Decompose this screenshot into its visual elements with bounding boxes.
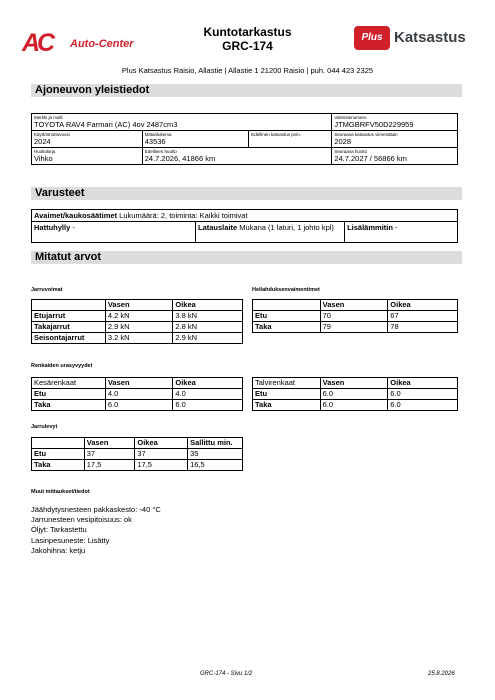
charger-value: Mukana (1 laturi, 1 johto kpl) bbox=[237, 223, 334, 232]
winter-header-2: Oikea bbox=[388, 378, 458, 389]
winter-cell: 6.0 bbox=[320, 400, 388, 411]
shocks-cell: 79 bbox=[320, 322, 388, 333]
brakes-cell: 2.9 kN bbox=[173, 333, 243, 344]
charger-cell bbox=[196, 222, 345, 243]
charger-label: Latauslaite bbox=[198, 223, 238, 232]
general-info-table bbox=[31, 113, 458, 165]
discs-row-label: Taka bbox=[32, 460, 85, 471]
heater-value: - bbox=[392, 223, 398, 232]
service-book-label: Huoltokirja bbox=[34, 149, 56, 154]
last-service-cell bbox=[142, 148, 332, 165]
brakes-cell: 3.8 kN bbox=[173, 311, 243, 322]
winter-cell: 6.0 bbox=[320, 389, 388, 400]
discs-title: Jarrulevyt bbox=[31, 424, 58, 430]
hatshelf-value: - bbox=[70, 223, 75, 232]
make-value: TOYOTA RAV4 Farmari (AC) 4ov 2487cm3 bbox=[34, 120, 178, 129]
shocks-header-0 bbox=[253, 300, 321, 311]
logo-ac-name: Auto-Center bbox=[70, 38, 134, 50]
brakes-row-label: Takajarrut bbox=[32, 322, 106, 333]
vin-label: Valmistenumero bbox=[334, 115, 367, 120]
brakes-header-0 bbox=[32, 300, 106, 311]
discs-cell: 37 bbox=[135, 449, 188, 460]
odometer-cell bbox=[142, 131, 249, 148]
hatshelf-cell bbox=[32, 222, 196, 243]
summer-header-1: Vasen bbox=[105, 378, 173, 389]
service-book-value: Vihko bbox=[34, 154, 53, 163]
next-service-cell bbox=[332, 148, 458, 165]
winter-row-label: Etu bbox=[253, 389, 321, 400]
winter-header-0: Talvirenkaat bbox=[253, 378, 321, 389]
service-book-cell bbox=[32, 148, 143, 165]
document-title bbox=[0, 25, 495, 53]
section-equipment-heading: Varusteet bbox=[31, 187, 462, 200]
logo-ac-letters: AC bbox=[22, 29, 53, 57]
discs-header-0 bbox=[32, 438, 85, 449]
summer-cell: 4.0 bbox=[173, 389, 243, 400]
brakes-header-1: Vasen bbox=[105, 300, 173, 311]
winter-cell: 6.0 bbox=[388, 400, 458, 411]
brakes-cell: 4.2 kN bbox=[105, 311, 173, 322]
remotes-label: Avaimet/kaukosäätimet bbox=[34, 211, 118, 220]
vin-value: JTMGBRFV50D229959 bbox=[334, 120, 414, 129]
last-service-label: Edellinen huolto bbox=[144, 149, 177, 154]
summer-cell: 6.0 bbox=[173, 400, 243, 411]
hatshelf-label: Hattuhylly bbox=[34, 223, 71, 232]
other-list bbox=[31, 505, 161, 556]
first-use-value: 2024 bbox=[34, 137, 51, 146]
shocks-header-2: Oikea bbox=[388, 300, 458, 311]
next-service-value: 24.7.2027 / 56866 km bbox=[334, 154, 407, 163]
other-line: Jarrunesteen vesipitoisuus: ok bbox=[31, 515, 132, 525]
logo-plus-name: Katsastus bbox=[394, 29, 466, 46]
discs-table bbox=[31, 437, 243, 471]
brakes-header-2: Oikea bbox=[173, 300, 243, 311]
other-title: Muut mittaukset/tiedot bbox=[31, 489, 90, 495]
heater-cell bbox=[345, 222, 458, 243]
summer-tyres-table bbox=[31, 377, 243, 411]
next-inspection-label: Seuraava katsastus viimeistään bbox=[334, 132, 398, 137]
title-line-2: GRC-174 bbox=[222, 39, 273, 53]
winter-tyres-table bbox=[252, 377, 458, 411]
discs-cell: 37 bbox=[84, 449, 135, 460]
tyres-title: Renkaiden urasyvyydet bbox=[31, 363, 93, 369]
section-measured-heading: Mitatut arvot bbox=[31, 251, 462, 264]
remotes-value: Lukumäärä: 2, toiminta: Kaikki toimivat bbox=[117, 211, 248, 220]
shocks-row-label: Taka bbox=[253, 322, 321, 333]
shocks-table bbox=[252, 299, 458, 333]
discs-cell: 16,5 bbox=[188, 460, 243, 471]
summer-row-label: Taka bbox=[32, 400, 106, 411]
discs-cell: 35 bbox=[188, 449, 243, 460]
summer-header-0: Kesärenkaat bbox=[32, 378, 106, 389]
make-cell bbox=[32, 114, 332, 131]
brakes-title: Jarruvoimat bbox=[31, 287, 63, 293]
discs-cell: 17,5 bbox=[135, 460, 188, 471]
odometer-value: 43536 bbox=[144, 137, 166, 146]
prev-inspection-value bbox=[251, 137, 329, 146]
summer-cell: 4.0 bbox=[105, 389, 173, 400]
brakes-cell: 2.8 kN bbox=[173, 322, 243, 333]
other-line: Öljyt: Tarkastettu bbox=[31, 525, 87, 535]
discs-header-2: Oikea bbox=[135, 438, 188, 449]
summer-header-2: Oikea bbox=[173, 378, 243, 389]
shocks-cell: 70 bbox=[320, 311, 388, 322]
last-service-value: 24.7.2026, 41866 km bbox=[144, 154, 216, 163]
shocks-row-label: Etu bbox=[253, 311, 321, 322]
summer-row-label: Etu bbox=[32, 389, 106, 400]
odometer-label: Mittarilukema bbox=[144, 132, 172, 137]
discs-header-3: Sallittu min. bbox=[188, 438, 243, 449]
winter-cell: 6.0 bbox=[388, 389, 458, 400]
discs-cell: 17,5 bbox=[84, 460, 135, 471]
summer-cell: 6.0 bbox=[105, 400, 173, 411]
heater-label: Lisälämmitin bbox=[347, 223, 393, 232]
make-label: Merkki ja malli bbox=[34, 115, 63, 120]
section-general-heading: Ajoneuvon yleistiedot bbox=[31, 84, 462, 97]
shocks-cell: 67 bbox=[388, 311, 458, 322]
footer-date: 25.8.2026 bbox=[428, 671, 455, 677]
shocks-cell: 78 bbox=[388, 322, 458, 333]
first-use-label: Käyttöönottovuosi bbox=[34, 132, 70, 137]
brakes-cell: 3.2 kN bbox=[105, 333, 173, 344]
shocks-header-1: Vasen bbox=[320, 300, 388, 311]
next-service-label: Seuraava huolto bbox=[334, 149, 368, 154]
station-address: Plus Katsastus Raisio, Allastie | Allastie 1 21200 Raisio | puh. 044 423 2325 bbox=[121, 66, 374, 75]
next-inspection-cell bbox=[332, 131, 458, 148]
brakes-row-label: Seisontajarrut bbox=[32, 333, 106, 344]
winter-header-1: Vasen bbox=[320, 378, 388, 389]
shocks-title: Heilahduksenvaimentimet bbox=[252, 287, 320, 293]
prev-inspection-label: Edellinen katsastus pvm. bbox=[251, 132, 302, 137]
footer-page: GRC-174 - Sivu 1/2 bbox=[200, 671, 253, 677]
other-line: Jäähdytysnesteen pakkaskesto: -40 °C bbox=[31, 505, 161, 514]
brakes-cell: 2.9 kN bbox=[105, 322, 173, 333]
other-line: Jakohihna: ketju bbox=[31, 545, 86, 555]
first-use-cell bbox=[32, 131, 143, 148]
vin-cell bbox=[332, 114, 458, 131]
equipment-table bbox=[31, 209, 458, 243]
remotes-cell bbox=[32, 210, 458, 222]
discs-header-1: Vasen bbox=[84, 438, 135, 449]
winter-row-label: Taka bbox=[253, 400, 321, 411]
brakes-table bbox=[31, 299, 243, 344]
brakes-row-label: Etujarrut bbox=[32, 311, 106, 322]
title-line-1: Kuntotarkastus bbox=[203, 25, 292, 39]
logo-plus-badge: Plus bbox=[354, 26, 390, 50]
prev-inspection-cell bbox=[249, 131, 332, 148]
discs-row-label: Etu bbox=[32, 449, 85, 460]
next-inspection-value: 2028 bbox=[334, 137, 351, 146]
other-line: Lasinpesuneste: Lisätty bbox=[31, 535, 110, 545]
